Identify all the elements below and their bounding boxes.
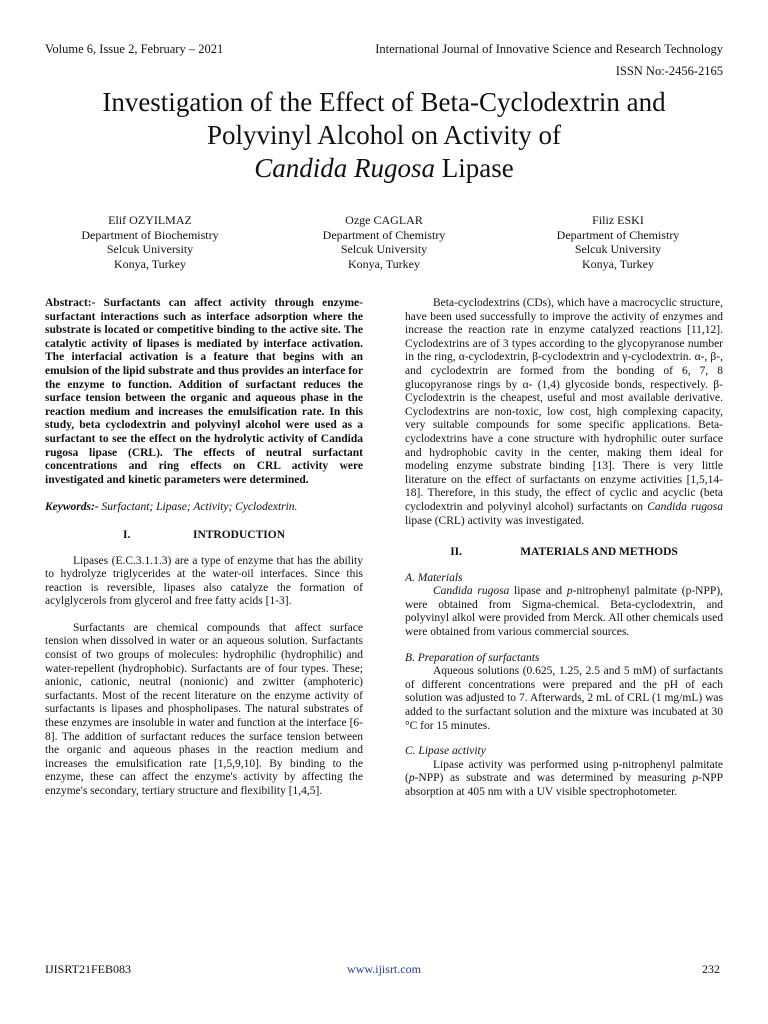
paragraph-text: lipase and: [509, 585, 567, 598]
footer-page-number: 232: [702, 962, 720, 976]
author-name: Filiz ESKI: [592, 213, 644, 227]
section-heading-introduction: [45, 529, 363, 543]
author-university: Selcuk University: [574, 242, 662, 256]
italic-letter: p: [408, 772, 415, 785]
italic-letter: p: [566, 585, 573, 598]
paragraph-text: Beta-cyclodextrins (CDs), which have a macrocyclic structure, have been used successfully to improve the activity of enzymes and increase the reaction rate in enzyme catalyzed reactions [11,12]. Cyclodextrins are of 3 types according to the glycopyranose number in the ring, α-cyclodextrin, β-cyclodextrin and γ-cyclodextrin. α-, β-, and cyclodextrin are formed from the bonding of 6, 7, 8 glucopyranose rings by α- (1,4) glycoside bonds, respectively. β-Cyclodextrin is the cheapest, useful and most available derivative. Cyclodextrins are non-toxic, low cost, high complexing capacity, very suitable compounds for some specific applications. Beta-cyclodextrins have a cone structure with hydrophilic outer surface and hydrophobic cavity in the center, making them ideal for modeling enzyme substrate binding [13]. There is very little literature on the effect of surfactants on enzyme activities [1,5,14-18]. Therefore, in this study, the effect of cyclic and acyclic (beta cyclodextrin and polyvinyl alcohol) surfactants on: [405, 297, 723, 513]
title-line-1: Investigation of the Effect of Beta-Cyclodextrin and: [102, 87, 666, 117]
paragraph-text: -NPP absorption at 405 nm with a UV visible spectrophotometer.: [405, 772, 723, 798]
header-issn: ISSN No:-2456-2165: [615, 64, 723, 78]
preparation-paragraph: Aqueous solutions (0.625, 1.25, 2.5 and 5 mM) of surfactants of different concentrations were prepared and the pH of each solution was adjusted to 7. Afterwards, 2 mL of CRL (1 mg/mL) was added to the surfactant solution and the mixture was incubated at 30 °C for 15 minutes.: [405, 665, 723, 732]
author-university: Selcuk University: [340, 242, 428, 256]
keywords-text: Surfactant; Lipase; Activity; Cyclodextrin.: [98, 501, 298, 514]
paragraph-text: -NPP) as substrate and was determined by measuring: [414, 772, 693, 785]
title-species: Candida Rugosa: [254, 153, 436, 183]
section-number: I.: [122, 528, 131, 541]
author-name: Ozge CAGLAR: [345, 213, 423, 227]
author-department: Department of Biochemistry: [81, 227, 219, 242]
header-journal: International Journal of Innovative Science and Research Technology: [375, 42, 723, 56]
species-name: Candida rugosa: [647, 500, 723, 513]
title-line-3: [40, 152, 728, 185]
header-volume: Volume 6, Issue 2, February – 2021: [45, 42, 224, 56]
title-line-3-rest: Lipase: [435, 153, 514, 183]
author-block: [40, 213, 728, 273]
author-university: Selcuk University: [106, 242, 194, 256]
species-name: Candida rugosa: [433, 585, 510, 598]
lipase-activity-paragraph: [405, 759, 723, 800]
subsection-lipase-activity: C. Lipase activity: [405, 745, 486, 758]
left-column: [45, 297, 363, 799]
materials-paragraph: [405, 585, 723, 639]
cyclodextrin-paragraph: [405, 297, 723, 528]
footer-website-link[interactable]: www.ijisrt.com: [347, 962, 421, 976]
intro-paragraph-2: Surfactants are chemical compounds that affect surface tension when dissolved in water or an aqueous solution. Surfactants consist of two groups of molecules: hydrophilic (hydrophilic) and water-repellent (hydrophobic). Surfactants are of four types. These; anionic, cationic, neutral (nonionic) and zwitter (amphoteric) surfactants. Most of the recent literature on the enzyme activity of surfactants is lipases and phospholipases. The natural substrates of these enzymes are insoluble in water and function at the interface [6-8]. The addition of surfactant reduces the surface tension between the organic and aqueous phases in the reaction medium and increases the emulsification rate [1,5,9,10]. By binding to the enzyme, these can affect the enzyme's activity by affecting the enzyme's secondary, tertiary structure and flexibility [1,4,5].: [45, 621, 363, 797]
keywords-label: Keywords:-: [45, 501, 99, 514]
subsection-materials: A. Materials: [405, 571, 463, 584]
paragraph-text: lipase (CRL) activity was investigated.: [405, 514, 585, 527]
italic-letter: p: [692, 772, 699, 785]
abstract: Abstract:- Surfactants can affect activity through enzyme-surfactant interactions such as interface adsorption where the substrate is located or competitive binding to the active site. The catalytic activity of lipases is mediated by interface activation. The interfacial activation is a feature that begins with an emulsion of the lipid substrate and thus provides an interface for the enzyme to function. Addition of surfactant reduces the surface tension between the organic and aqueous phase in the reaction medium and increases the emulsification rate. In this study, beta cyclodextrin and polyvinyl alcohol were used as a surfactant to see the effect on the hydrolytic activity of Candida rugosa lipase (CRL). The effects of neutral surfactant concentrations and ring effects on CRL activity were investigated and kinetic parameters were determined.: [45, 297, 363, 486]
intro-paragraph-1: Lipases (E.C.3.1.1.3) are a type of enzyme that has the ability to hydrolyze triglycerides at the water-oil interfaces. Since this reaction is reversible, lipases also catalyze the formation of acylglycerols from glycerol and free fatty acids [1-3].: [45, 554, 363, 608]
section-title: INTRODUCTION: [192, 528, 285, 541]
section-title: MATERIALS AND METHODS: [520, 546, 678, 559]
author-1: [40, 213, 260, 271]
paper-title: [40, 86, 728, 185]
author-2: [274, 213, 494, 271]
author-city: Konya, Turkey: [113, 256, 186, 271]
paragraph-text: Lipase activity was performed using p-nitrophenyl palmitate (: [405, 758, 723, 785]
title-line-2: Polyvinyl Alcohol on Activity of: [206, 120, 561, 150]
right-column: [405, 297, 723, 800]
author-department: Department of Chemistry: [322, 227, 446, 242]
author-name: Elif OZYILMAZ: [108, 213, 192, 227]
paragraph-text: -nitrophenyl palmitate (p-NPP), were obtained from Sigma-chemical. Beta-cyclodextrin, and polyvinyl alkol were provided from Merck. All other chemicals used were obtained from various commercial sources.: [405, 585, 723, 639]
section-heading-methods: [405, 546, 723, 560]
subsection-preparation: B. Preparation of surfactants: [405, 651, 540, 664]
author-department: Department of Chemistry: [556, 227, 680, 242]
author-3: [508, 213, 728, 271]
author-city: Konya, Turkey: [581, 256, 654, 271]
section-number: II.: [450, 546, 463, 559]
author-city: Konya, Turkey: [347, 256, 420, 271]
keywords: [45, 501, 363, 515]
footer-paper-id: IJISRT21FEB083: [45, 962, 131, 976]
